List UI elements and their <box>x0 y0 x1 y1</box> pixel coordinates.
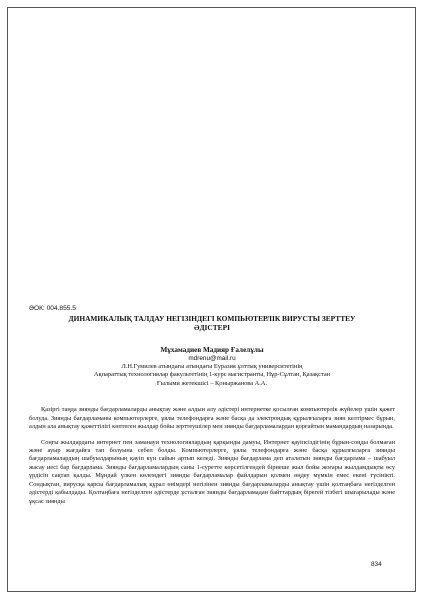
article-content <box>29 305 395 513</box>
affiliation-university: Л.Н.Гумилев атындағы атындағы Еуразия ұлттық университетінің <box>121 363 303 370</box>
article-title-line-1: ДИНАМИКАЛЫҚ ТАЛДАУ НЕГІЗІНДЕГІ КОМПЬЮТЕРЛІК ВИРУСТЫ ЗЕРТТЕУ <box>68 314 356 323</box>
paragraph-2: Соңғы жылдардағы интернет пен заманауи технологиялардың қарқынды дамуы, Интернет қауіпсіздігінің бұрын-соңды болмаған және ауыр жағдайға тап болуына себеп болды. Компьютерлерге, ұялы телефондарға және басқа құрылғыларға зиянды бағдарламалардың шабуылдарының қауіп күн сайын артып келеді. Зиянды бағдарлама деп аталатын зиянды бағдарлама – шабуыл жасау иесі бар бағдарлама. Зиянды бағдарламалардың саны 1-суретте көрсетілгендей бірнеше жыл бойы жоғары жылдамдықты өсу үрдісін сақтап қалды. Мұндай үлкен көлемдегі зиянды бағдарламалар файлдарын қолмен өңдеу мүмкін емес екені түсінікті. Сондықтан, вирусқа қарсы бағдарламалық құрал өнімдері негізінен зиянды бағдарламаларды анықтау үшін қолтаңбаға негізделген әдістерді қабылдады. Қолтаңбаға негізделген әдістерде ұсталған зиянды бағдарламадан байттардың бірегей тізбегі шығарылады және ұқсас зиянды <box>29 438 395 505</box>
udc-code: ӘОК: 004.855.5 <box>29 305 76 312</box>
paragraph-1: Қазіргі таңда зиянды бағдарламаларды анықтау және алдын алу әдістері интернетке қосылған компьютерлік жүйелер үшін қажет болуда. Зиянды бағдарламаны компьютерлерге, ұялы телефондарға және басқа да электрондық құрылғыларға зиян келтірмес бұрын, алдын ала анықтау қажеттілігі көптеген жылдар бойы зерттеушілер мен зиянды бағдарламалардан қорғайтын мамандардың назарында. <box>29 406 395 431</box>
author-email: mdrenu@mail.ru <box>188 355 236 362</box>
author-name: Мұхамадиев Мадияр Ғалелұлы <box>160 346 264 354</box>
affiliation-faculty: Ақпараттық технологиялар факультетінің 1-курс магистранты, Нұр-Сұлтан, Қазақстан <box>93 371 331 379</box>
author-block <box>29 346 395 388</box>
page-number: 834 <box>371 561 382 568</box>
article-title-line-2: ӘДІСТЕРІ <box>193 323 230 332</box>
article-body <box>29 406 395 506</box>
supervisor: Ғылыми жетекшісі – Қоныржанова А.А. <box>156 379 268 387</box>
